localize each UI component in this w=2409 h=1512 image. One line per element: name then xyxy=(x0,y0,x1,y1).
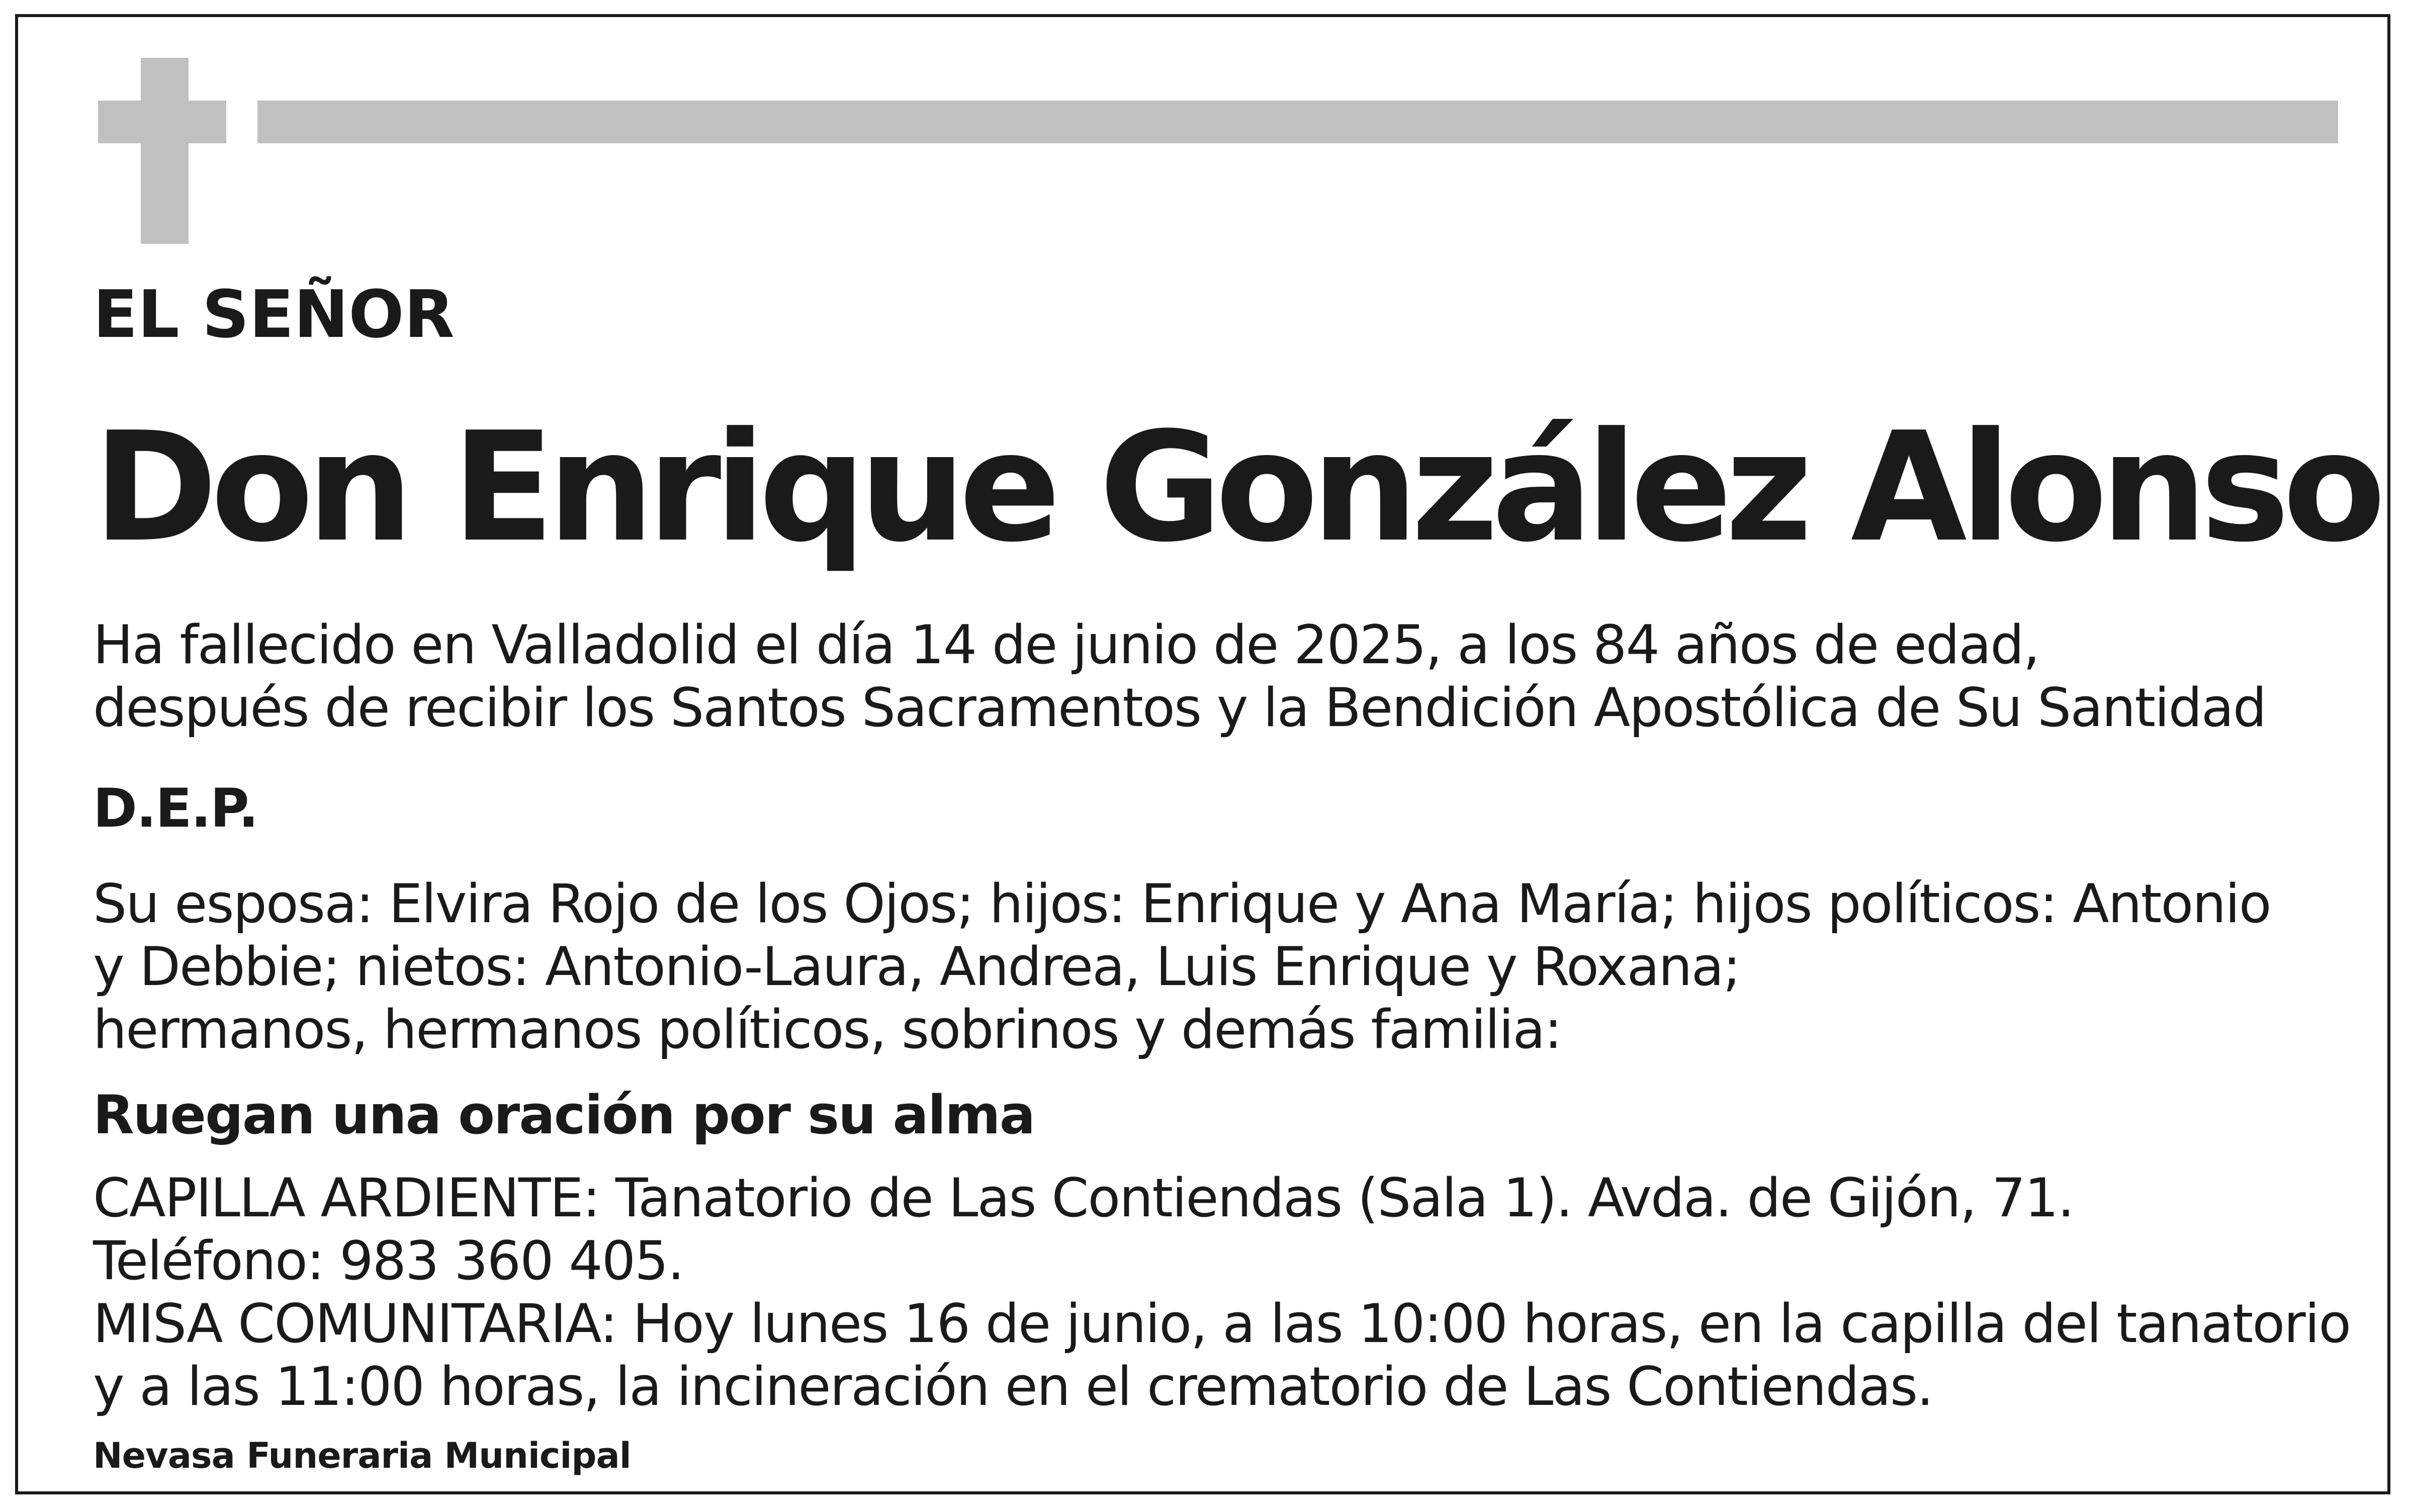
prayer-line: Ruegan una oración por su alma xyxy=(93,1084,1035,1146)
services-line-4: y a las 11:00 horas, la incineración en el crematorio de Las Contiendas. xyxy=(93,1356,1933,1417)
funeral-home: Nevasa Funeraria Municipal xyxy=(93,1435,631,1476)
family-line-3: hermanos, hermanos políticos, sobrinos y demás familia: xyxy=(93,999,1562,1060)
family-line-2: y Debbie; nietos: Antonio-Laura, Andrea, Luis Enrique y Roxana; xyxy=(93,936,1740,998)
deceased-name: Don Enrique González Alonso xyxy=(93,400,2379,575)
services-line-1: CAPILLA ARDIENTE: Tanatorio de Las Contiendas (Sala 1). Avda. de Gijón, 71. xyxy=(93,1167,2074,1229)
rip-label: D.E.P. xyxy=(93,777,258,839)
services-line-3: MISA COMUNITARIA: Hoy lunes 16 de junio, a las 10:00 horas, en la capilla del tanatorio xyxy=(93,1293,2351,1355)
services-line-2: Teléfono: 983 360 405. xyxy=(93,1230,684,1292)
header-rule xyxy=(257,101,2338,143)
latin-cross-icon-crossbar xyxy=(98,101,226,143)
title-prefix: EL SEÑOR xyxy=(93,276,455,352)
passing-line-2: después de recibir los Santos Sacramentos y la Bendición Apostólica de Su Santidad xyxy=(93,677,2266,739)
latin-cross-icon xyxy=(141,58,189,244)
passing-line-1: Ha fallecido en Valladolid el día 14 de junio de 2025, a los 84 años de edad, xyxy=(93,614,2039,676)
family-line-1: Su esposa: Elvira Rojo de los Ojos; hijos: Enrique y Ana María; hijos políticos: Antonio xyxy=(93,873,2271,935)
